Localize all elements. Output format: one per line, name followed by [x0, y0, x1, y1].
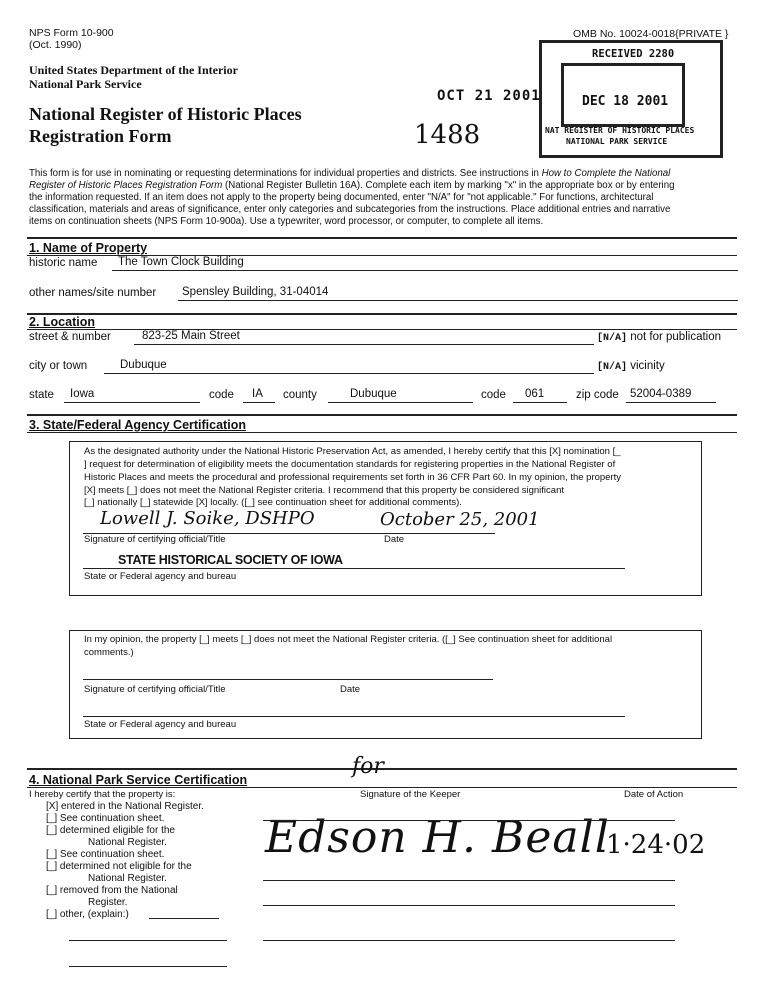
form-date: (Oct. 1990): [29, 39, 82, 51]
department: United States Department of the Interior: [29, 63, 238, 77]
section1-title: 1. Name of Property: [29, 241, 148, 255]
nps-cert-intro: I hereby certify that the property is:: [29, 789, 176, 800]
section2-title: 2. Location: [29, 315, 95, 329]
received-date-stamp: OCT 21 2001: [437, 88, 541, 104]
for-annotation: for: [352, 754, 384, 779]
instructions-line4: classification, materials and areas of significance, enter only categories and subcategories from the instructions. Place additional entries and narrative: [29, 204, 671, 215]
other-explain-line: [149, 918, 219, 919]
state-value: Iowa: [70, 388, 95, 400]
reference-number: 1488: [414, 120, 481, 150]
other-names-field[interactable]: [178, 286, 738, 301]
section4-title: 4. National Park Service Certification: [29, 773, 248, 787]
code2-field[interactable]: [513, 388, 567, 403]
signature-label: Signature of certifying official/Title: [84, 534, 226, 545]
agency-name: National Park Service: [29, 77, 142, 91]
zip-label: zip code: [576, 389, 619, 401]
county-value: Dubuque: [350, 388, 397, 400]
date2-label: Date: [340, 684, 361, 695]
option-continuation-1[interactable]: [_] See continuation sheet.: [46, 813, 165, 824]
state-field[interactable]: [64, 388, 200, 403]
agency-stamp: STATE HISTORICAL SOCIETY OF IOWA: [118, 553, 343, 567]
instructions-line1: This form is for use in nominating or requesting determinations for individual properties and districts. See instructions in How to Complete the National: [29, 168, 671, 179]
option-not-eligible[interactable]: [_] determined not eligible for the: [46, 861, 192, 872]
action-date-label: Date of Action: [624, 789, 684, 800]
city-value: Dubuque: [120, 359, 167, 371]
other-names-value: Spensley Building, 31-04014: [182, 286, 329, 298]
received-stamp: RECEIVED 2280: [592, 48, 675, 60]
historic-name-value: The Town Clock Building: [118, 256, 244, 268]
option-not-eligible-cont: National Register.: [88, 873, 167, 884]
opinion-line2: comments.): [84, 647, 134, 658]
option-continuation-2[interactable]: [_] See continuation sheet.: [46, 849, 165, 860]
instructions-line2: Register of Historic Places Registration Form (National Register Bulletin 16A). Complete each item by marking "x" in the appropriate box or by entering: [29, 180, 675, 191]
city-label: city or town: [29, 360, 88, 372]
option-determined-eligible[interactable]: [_] determined eligible for the: [46, 825, 175, 836]
keeper-line-4: [263, 940, 675, 941]
instructions-line3: the information requested. If an item does not apply to the property being documented, enter "N/A" for "not applicable." For functions, architectural: [29, 192, 654, 203]
page-title: National Register of Historic Places: [29, 104, 302, 124]
option-removed-cont: Register.: [88, 897, 128, 908]
signature2-line: [83, 679, 493, 680]
action-date: 1·24·02: [606, 830, 706, 860]
register-stamp-line2: NATIONAL PARK SERVICE: [566, 137, 668, 146]
state-signature-date: October 25, 2001: [380, 509, 540, 530]
option-entered[interactable]: [X] entered in the National Register.: [46, 801, 204, 812]
county-label: county: [283, 389, 317, 401]
other-line-2: [69, 966, 227, 967]
keeper-line-3: [263, 905, 675, 906]
historic-name-field[interactable]: [112, 256, 738, 271]
not-for-publication[interactable]: [N/A] not for publication: [597, 331, 722, 344]
cert-text-line1: As the designated authority under the National Historic Preservation Act, as amended, I hereby certify that this [X] nomination [_: [84, 446, 621, 457]
street-value: 823-25 Main Street: [142, 330, 240, 342]
date-label: Date: [384, 534, 405, 545]
opinion-line1: In my opinion, the property [_] meets [_] does not meet the National Register criteria. ([_] See continuation sheet for additional: [84, 634, 613, 645]
section3-title: 3. State/Federal Agency Certification: [29, 418, 246, 432]
state-label: state: [29, 389, 54, 401]
section3-rule: [27, 414, 737, 416]
city-field[interactable]: [104, 359, 594, 374]
code-value: IA: [252, 388, 263, 400]
zip-value: 52004-0389: [630, 388, 692, 400]
instructions-line5: items on continuation sheets (NPS Form 10-900a). Use a typewriter, word processor, or computer, to complete all items.: [29, 216, 544, 227]
form-number: NPS Form 10-900: [29, 27, 114, 39]
option-other[interactable]: [_] other, (explain:): [46, 909, 129, 920]
historic-name-label: historic name: [29, 257, 98, 269]
agency2-label: State or Federal agency and bureau: [84, 719, 237, 730]
code2-value: 061: [525, 388, 545, 400]
code-label: code: [209, 389, 234, 401]
option-removed[interactable]: [_] removed from the National: [46, 885, 178, 896]
keeper-signature: Edson H. Beall: [265, 812, 610, 863]
cert-text-line2: ] request for determination of eligibility meets the documentation standards for registering properties in the National Register of: [84, 459, 616, 470]
other-names-label: other names/site number: [29, 287, 157, 299]
keeper-line-1: [263, 820, 675, 821]
agency2-line: [83, 716, 625, 717]
dec-date-stamp: DEC 18 2001: [582, 94, 669, 109]
page-subtitle: Registration Form: [29, 126, 172, 146]
agency-line: [83, 568, 625, 569]
zip-field[interactable]: [626, 388, 716, 403]
county-field[interactable]: [328, 388, 473, 403]
code-field[interactable]: [243, 388, 275, 403]
code2-label: code: [481, 389, 506, 401]
state-official-signature: Lowell J. Soike, DSHPO: [100, 508, 315, 529]
other-line-1: [69, 940, 227, 941]
section2-rule: [27, 313, 737, 315]
keeper-label: Signature of the Keeper: [360, 789, 461, 800]
vicinity[interactable]: [N/A] vicinity: [597, 360, 665, 373]
register-stamp-line1: NAT REGISTER OF HISTORIC PLACES: [545, 126, 695, 135]
street-label: street & number: [29, 331, 111, 343]
omb-number: OMB No. 10024-0018{PRIVATE }: [573, 28, 729, 40]
signature2-label: Signature of certifying official/Title: [84, 684, 226, 695]
section3-underline: [27, 432, 737, 433]
keeper-line-2: [263, 880, 675, 881]
section4-underline: [27, 787, 737, 788]
street-field[interactable]: [134, 330, 594, 345]
cert-text-line5: [_] nationally [_] statewide [X] locally. ([_] see continuation sheet for additional comments).: [84, 497, 462, 508]
section1-rule: [27, 237, 737, 239]
cert-text-line4: [X] meets [_] does not meet the National Register criteria. I recommend that this property be considered significant: [84, 485, 564, 496]
agency-label: State or Federal agency and bureau: [84, 571, 237, 582]
cert-text-line3: Historic Places and meets the procedural and professional requirements set forth in 36 CFR Part 60. In my opinion, the property: [84, 472, 622, 483]
option-determined-eligible-cont: National Register.: [88, 837, 167, 848]
